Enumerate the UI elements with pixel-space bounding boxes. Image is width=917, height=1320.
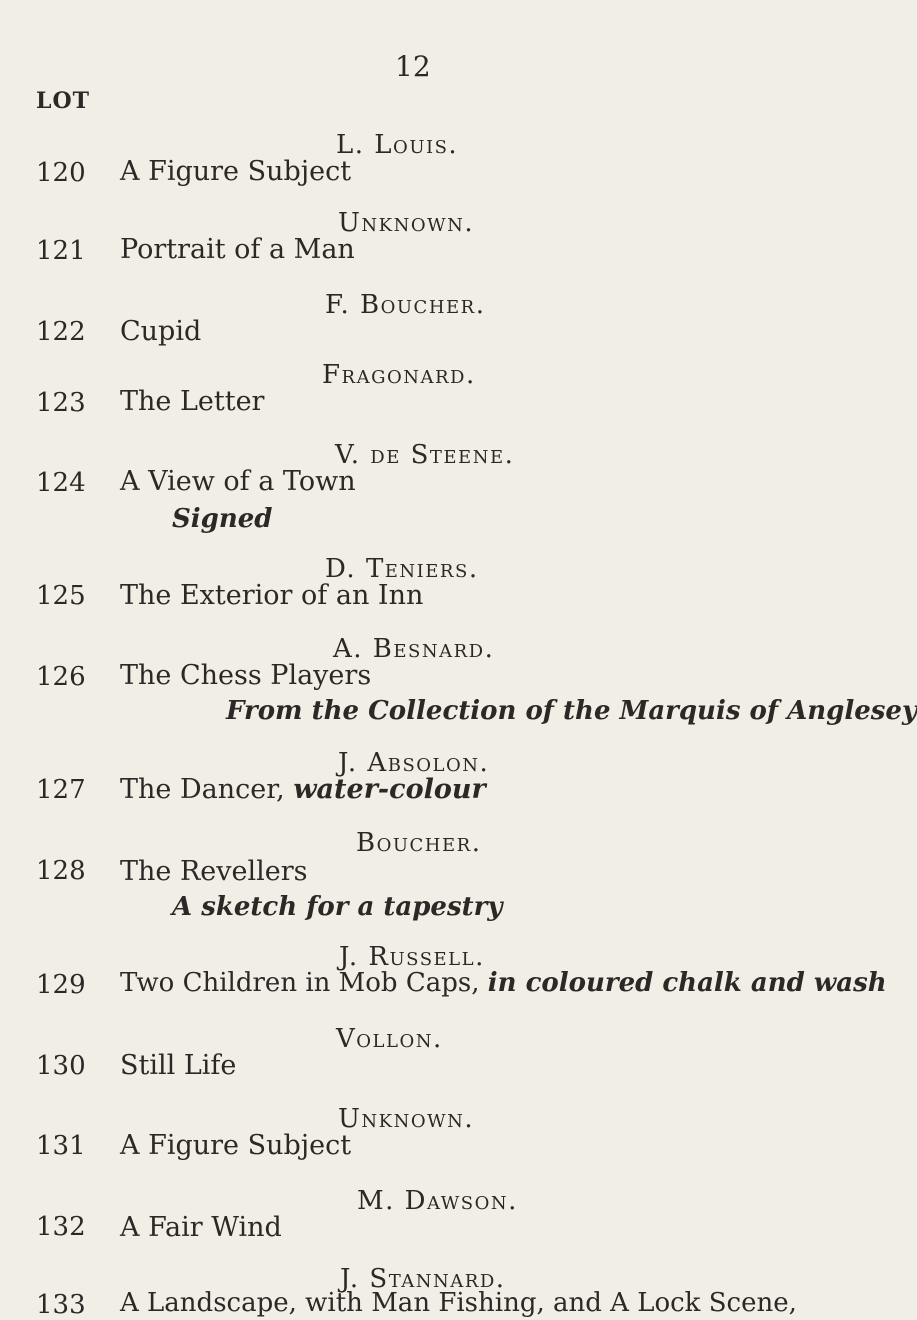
lot-title-text: The Dancer,	[120, 774, 294, 805]
lot-title: A View of a Town	[120, 466, 356, 497]
lot-title-medium: in coloured chalk and wash	[487, 968, 887, 998]
lot-title: The Revellers	[120, 856, 308, 887]
lot-note: Signed	[172, 504, 273, 534]
lot-title-text: Two Children in Mob Caps,	[120, 968, 488, 998]
lot-title-medium: water-colour	[293, 774, 486, 805]
artist-name: J. Stannard.	[340, 1264, 506, 1294]
page-number: 12	[395, 50, 431, 83]
lot-number: 125	[36, 581, 86, 611]
lot-title: A Figure Subject	[120, 1130, 352, 1161]
lot-title: Cupid	[120, 316, 202, 347]
lot-column-heading: LOT	[36, 88, 91, 114]
lot-number: 128	[36, 856, 86, 886]
lot-number: 126	[36, 662, 86, 692]
artist-name: Unknown.	[338, 1104, 475, 1134]
artist-name: A. Besnard.	[333, 634, 495, 664]
lot-number: 130	[36, 1051, 86, 1081]
lot-title: A Figure Subject	[120, 156, 352, 187]
lot-title: Portrait of a Man	[120, 234, 355, 265]
lot-title: The Chess Players	[120, 660, 372, 691]
lot-number: 133	[36, 1290, 86, 1320]
artist-name: L. Louis.	[336, 130, 459, 160]
artist-name: J. Russell.	[339, 942, 485, 972]
lot-number: 129	[36, 970, 86, 1000]
lot-title: Still Life	[120, 1050, 237, 1081]
artist-name: V. de Steene.	[335, 440, 515, 470]
artist-name: Unknown.	[338, 208, 475, 238]
lot-title: A Landscape, with Man Fishing, and A Lock Scene,	[120, 1288, 797, 1318]
lot-title: The Exterior of an Inn	[120, 580, 424, 611]
artist-name: F. Boucher.	[325, 290, 486, 320]
artist-name: Vollon.	[336, 1024, 443, 1054]
lot-title	[120, 968, 887, 998]
lot-number: 127	[36, 775, 86, 805]
lot-note: From the Collection of the Marquis of Anglesey	[226, 696, 917, 726]
lot-title: The Letter	[120, 386, 265, 417]
artist-name: M. Dawson.	[357, 1186, 518, 1216]
lot-number: 123	[36, 388, 86, 418]
lot-number: 132	[36, 1212, 86, 1242]
artist-name: Boucher.	[356, 828, 482, 858]
lot-title: A Fair Wind	[120, 1212, 282, 1243]
artist-name: Fragonard.	[322, 360, 476, 390]
lot-note: A sketch for a tapestry	[172, 892, 503, 922]
lot-title	[120, 774, 486, 805]
lot-number: 122	[36, 317, 86, 347]
lot-number: 131	[36, 1131, 86, 1161]
lot-number: 121	[36, 236, 86, 266]
artist-name: J. Absolon.	[338, 748, 490, 778]
lot-number: 124	[36, 468, 86, 498]
lot-number: 120	[36, 158, 86, 188]
artist-name: D. Teniers.	[325, 554, 479, 584]
